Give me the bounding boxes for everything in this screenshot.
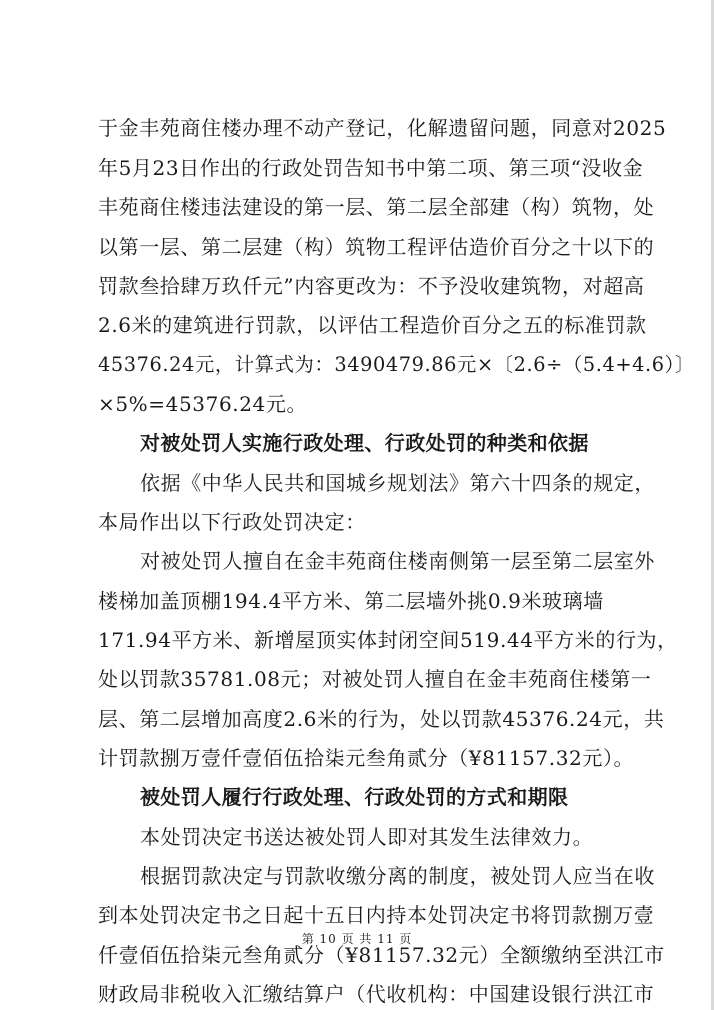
paragraph-start: 依据《中华人民共和国城乡规划法》第六十四条的规定， bbox=[140, 471, 655, 495]
body-line: 楼梯加盖顶棚194.4平方米、第二层墙外挑0.9米玻璃墙 bbox=[98, 589, 604, 613]
body-line: 年5月23日作出的行政处罚告知书中第二项、第三项“没收金 bbox=[98, 156, 644, 180]
paragraph-start: 对被处罚人擅自在金丰苑商住楼南侧第一层至第二层室外 bbox=[140, 549, 655, 573]
body-line: 罚款叁拾肆万玖仟元”内容更改为：不予没收建筑物，对超高 bbox=[98, 274, 645, 298]
body-line: ×5%=45376.24元。 bbox=[98, 392, 308, 416]
section-heading: 被处罚人履行行政处理、行政处罚的方式和期限 bbox=[140, 785, 569, 809]
body-line: 丰苑商住楼违法建设的第一层、第二层全部建（构）筑物，处 bbox=[98, 195, 655, 219]
body-line: 171.94平方米、新增屋顶实体封闭空间519.44平方米的行为， bbox=[98, 628, 678, 652]
paragraph-start: 本处罚决定书送达被处罚人即对其发生法律效力。 bbox=[140, 825, 594, 849]
body-line: 财政局非税收入汇缴结算户（代收机构：中国建设银行洪江市 bbox=[98, 982, 655, 1006]
body-line: 仟壹佰伍拾柒元叁角贰分（¥81157.32元）全额缴纳至洪江市 bbox=[98, 943, 665, 967]
body-line: 到本处罚决定书之日起十五日内持本处罚决定书将罚款捌万壹 bbox=[98, 903, 655, 927]
body-line: 2.6米的建筑进行罚款，以评估工程造价百分之五的标准罚款 bbox=[98, 313, 647, 337]
body-line: 层、第二层增加高度2.6米的行为，处以罚款45376.24元，共 bbox=[98, 707, 665, 731]
paragraph-start: 根据罚款决定与罚款收缴分离的制度，被处罚人应当在收 bbox=[140, 864, 655, 888]
section-heading: 对被处罚人实施行政处理、行政处罚的种类和依据 bbox=[140, 431, 589, 455]
body-line: 于金丰苑商住楼办理不动产登记，化解遗留问题，同意对2025 bbox=[98, 116, 667, 140]
body-line: 45376.24元，计算式为：3490479.86元×〔2.6÷（5.4+4.6）〕 bbox=[98, 353, 695, 376]
page-number-footer: 第 10 页 共 11 页 bbox=[301, 932, 413, 946]
body-line: 计罚款捌万壹仟壹佰伍拾柒元叁角贰分（¥81157.32元）。 bbox=[98, 746, 635, 770]
body-line: 处以罚款35781.08元；对被处罚人擅自在金丰苑商住楼第一 bbox=[98, 667, 652, 691]
body-line: 以第一层、第二层建（构）筑物工程评估造价百分之十以下的 bbox=[98, 235, 655, 259]
body-line: 本局作出以下行政处罚决定： bbox=[98, 510, 366, 534]
